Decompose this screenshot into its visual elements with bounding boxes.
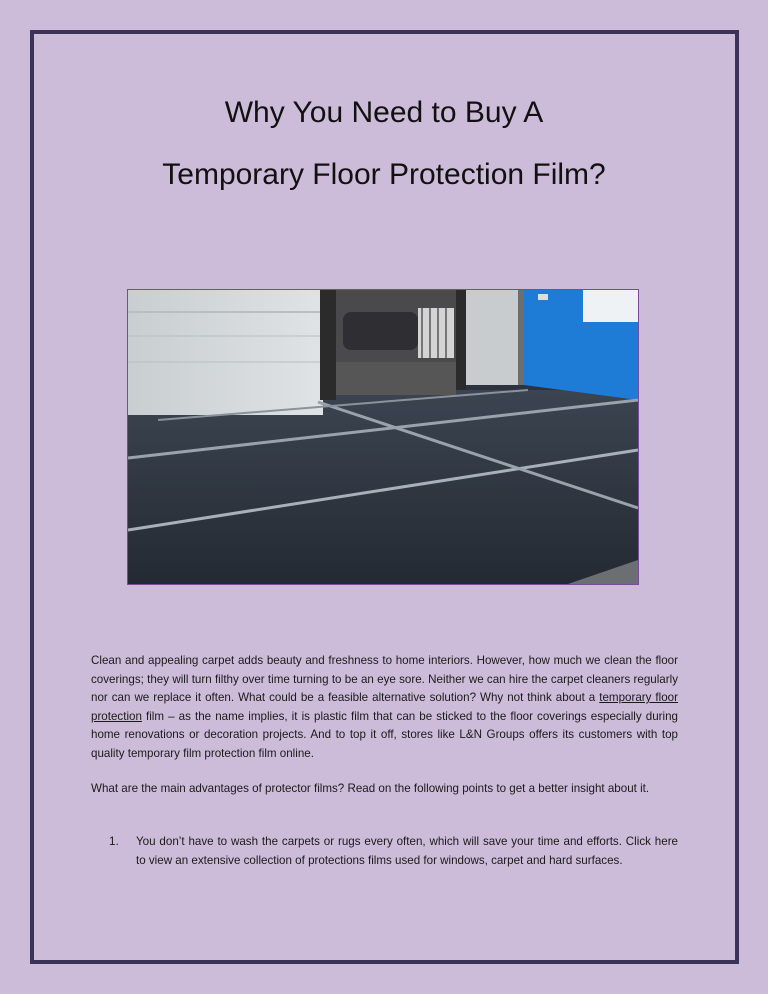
title-line-2: Temporary Floor Protection Film?: [162, 158, 606, 191]
intro-text-before-link: Clean and appealing carpet adds beauty and freshness to home interiors. However, how much we clean the floor coverings; they will turn filthy over time turning to be an eye sore. Neither we can hire the carpet cleaners regularly nor can we replace it often. What could be a feasible alternative solution? Why not think about a: [91, 654, 678, 705]
list-item-text: You don’t have to wash the carpets or rugs every often, which will save your time and efforts. Click here to view an extensive collection of protections films used for windows, carpet and hard surfaces.: [136, 835, 678, 867]
list-item-number: 1.: [109, 835, 119, 848]
intro-text-after-link: film – as the name implies, it is plastic film that can be sticked to the floor coverings especially during home renovations or decoration projects. And to top it off, stores like L&N Groups offers its customers with top quality temporary film protection film online.: [91, 709, 678, 760]
title-line-1: Why You Need to Buy A: [224, 96, 544, 129]
intro-paragraph: [91, 652, 678, 764]
advantages-paragraph: What are the main advantages of protector films? Read on the following points to get a better insight about it.: [91, 782, 650, 795]
list-item: [91, 833, 678, 870]
floor-protection-photo: [127, 289, 639, 585]
temporary-floor-protection-link[interactable]: temporary floor protection: [91, 691, 678, 723]
advantages-list: [91, 833, 678, 870]
